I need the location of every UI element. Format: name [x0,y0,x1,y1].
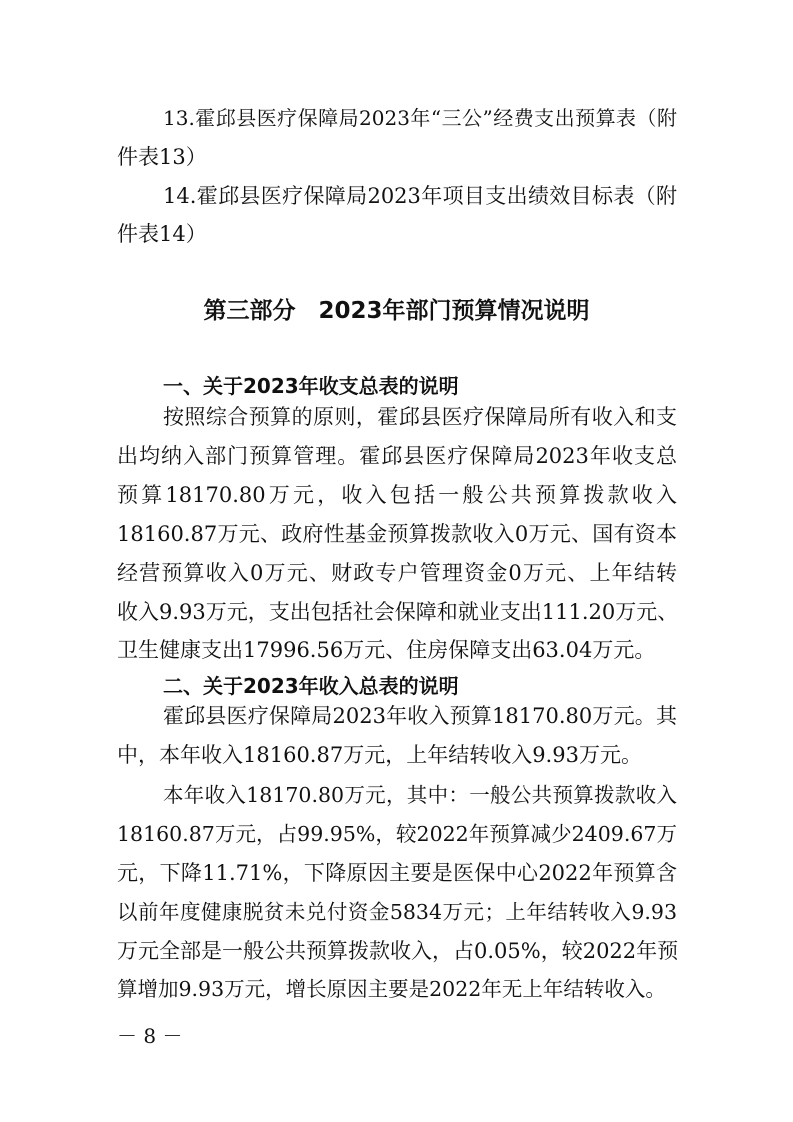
paragraph-line: 预算18170.80万元，收入包括一般公共预算拨款收入 [117,483,677,507]
item-text-line: 13.霍邱县医疗保障局2023年“三公”经费支出预算表（附 [163,106,677,130]
item-text-line: 14.霍邱县医疗保障局2023年项目支出绩效目标表（附 [163,184,677,208]
paragraph-line: 经营预算收入0万元、财政专户管理资金0万元、上年结转 [117,561,677,585]
paragraph-line: 18160.87万元、政府性基金预算拨款收入0万元、国有资本 [117,522,677,546]
paragraph-line: 收入9.93万元，支出包括社会保障和就业支出111.20万元、 [117,600,679,624]
paragraph-line: 出均纳入部门预算管理。霍邱县医疗保障局2023年收支总 [117,444,677,468]
paragraph-line: 中，本年收入18160.87万元，上年结转收入9.93万元。 [117,743,642,767]
paragraph-line: 卫生健康支出17996.56万元、住房保障支出63.04万元。 [117,638,656,662]
section-heading-2: 二、关于2023年收入总表的说明 [163,674,459,698]
paragraph-line: 元，下降11.71%，下降原因主要是医保中心2022年预算含 [117,861,677,885]
part-heading: 第三部分 2023年部门预算情况说明 [203,298,590,324]
paragraph-line: 霍邱县医疗保障局2023年收入预算18170.80万元。其 [163,704,677,728]
paragraph-line: 以前年度健康脱贫未兑付资金5834万元；上年结转收入9.93 [117,900,677,924]
paragraph-line: 算增加9.93万元，增长原因主要是2022年无上年结转收入。 [117,977,666,1001]
paragraph-line: 本年收入18170.80万元，其中：一般公共预算拨款收入 [163,783,677,807]
item-text-line: 件表14） [117,222,207,246]
item-text-line: 件表13） [117,145,207,169]
section-heading-1: 一、关于2023年收支总表的说明 [163,374,459,398]
paragraph-line: 万元全部是一般公共预算拨款收入，占0.05%，较2022年预 [117,939,679,963]
page-number: － 8 － [117,1024,183,1048]
paragraph-line: 按照综合预算的原则，霍邱县医疗保障局所有收入和支 [163,405,677,429]
paragraph-line: 18160.87万元，占99.95%，较2022年预算减少2409.67万 [117,822,677,846]
